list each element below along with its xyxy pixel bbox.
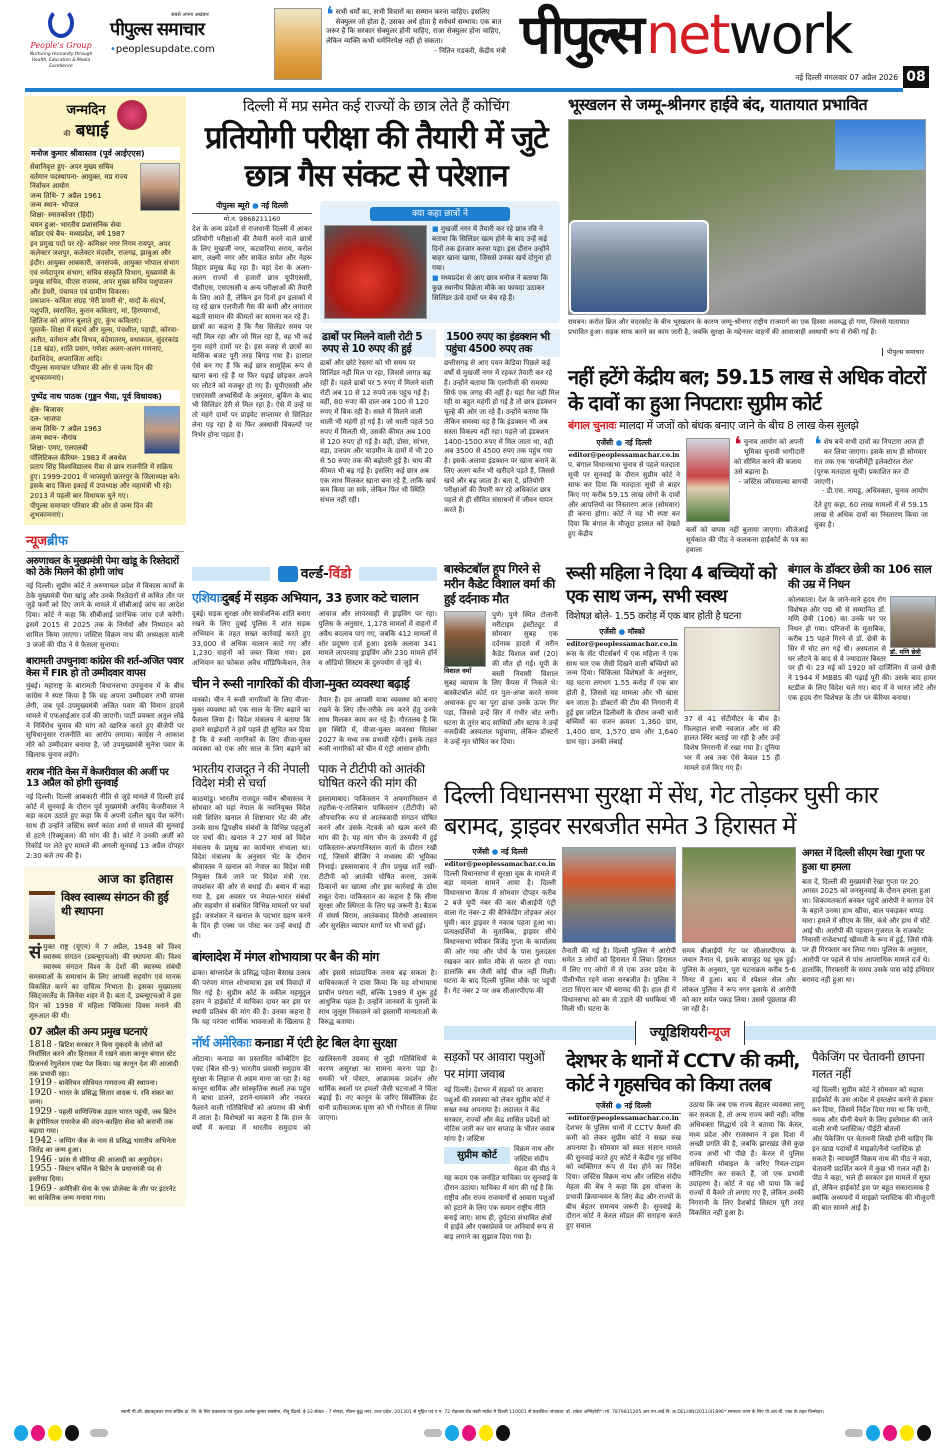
driver-photo [562,847,676,943]
history-event [29,1108,181,1137]
event-text: - भारत के प्रसिद्ध सितार वादक पं. रवि शंकर का जन्म। [29,1088,174,1107]
brief-item: बारामती उपचुनावः कांग्रेस की शर्त-अजित पवार केस में FIR हो तो उम्मीदवार वापस मुंबई। महाराष्ट्र के बारामती विधानसभा उपचुनाव में के बीच कांग्रेस ने स्पष्ट किया है कि वह अपना उम्मीदवार तभी वापस लेगी, जब पूर्व उपमुख्यमंत्री अजित पवार की विमान हादसे मामले में एफआईआर दर्ज की जाएगी। पार्टी प्रवक्ता अतुल लोंढे ने निर्विरोध चुनाव की मांग को खारिज करते हुए बीजेपी पर सुविधानुसार राजनीति का आरोप लगाया। कांग्रेस ने आकाश मोरे को उम्मीदवार बनाया है, जो उपमुख्यमंत्री सुनेत्रा पवार के खिलाफ चुनाव लड़ेंगे। [26,656,184,759]
court-tag: सुप्रीम कोर्ट [444,1147,510,1164]
event-text: - अमेरिकी सेना के एक प्रोजेक्ट के तौर पर इंटरनेट का सांकेतिक जन्म मनाया गया। [29,1184,176,1203]
news-brief: न्यूजब्रीफ अरुणाचल के मुख्यमंत्री पेमा खांडू के रिश्तेदारों को ठेके मिलने की होगी जांच नई दिल्ली। सुप्रीम कोर्ट ने अरुणाचल प्रदेश में विकास कार्यों के ठेके मुख्यमंत्री पेमा खांडू और उनके रिश्तेदारों से कथित तौर पर जुड़े फर्मों को दिए जाने के मामले में सीबीआई जांच का आदेश दिया। कोर्ट ने कहा कि सीबीआई प्रारंभिक जांच दर्ज करेगी। इसमें 2015 से 2025 तक के निर्णयों और निष्पादन को शामिल किया जाएगा। जस्टिस विक्रम नाथ की अध्यक्षता वाली 3 जजों की पीठ ने ये फैसला सुनाया। बारामती उपचुनावः कांग्रेस की शर्त-अजित पवार केस में FIR हो तो उम्मीदवार वापस मुंबई। महाराष्ट्र के बारामती विधानसभा उपचुनाव में के बीच कांग्रेस ने स्पष्ट किया है कि वह अपना उम्मीदवार तभी वापस लेगी, जब पूर्व उपमुख्यमंत्री अजित पवार की विमान हादसे मामले में एफआईआर दर्ज की जाएगी। पार्टी प्रवक्ता अतुल लोंढे ने निर्विरोध चुनाव की मांग को खारिज करते हुए बीजेपी पर सुविधानुसार राजनीति का आरोप लगाया। कांग्रेस ने आकाश मोरे को उम्मीदवार बनाया है, जो उपमुख्यमंत्री सुनेत्रा पवार के खिलाफ चुनाव लड़ेंगे। शराब नीति केस में केजरीवाल की अर्जी पर 13 अप्रैल को होगी सुनवाई नई दिल्ली। दिल्ली आबकारी नीति से जुड़े मामले में दिल्ली हाई कोर्ट में सुनवाई के दौरान पूर्व मुख्यमंत्री अरविंद केजरीवाल ने बड़ा कदम उठाते हुए कहा कि वे अपनी दलील खुद पेश करेंगे। साथ ही उन्होंने जस्टिस स्वर्ण कांता शर्मा से मामले की सुनवाई से हटने (रिक्यूजल) की मांग की है। कोर्ट ने उनकी अर्जी को रिकॉर्ड पर लेते हुए मामले की अगली सुनवाई 13 अप्रैल दोपहर 2:30 बजे तय की है। [24,531,186,862]
website-link[interactable]: •peoplesupdate.com [110,44,215,55]
sc-bengal-story: नहीं हटेंगे केंद्रीय बल; 59.15 लाख से अधिक वोटरों के दावों का हुआ निपटाराः सुप्रीम कोर्ट बंगाल चुनावः मालदा में जजों को बंधक बनाए जाने के बीच 8 लाख केस सुलझे एजेंसी ● नई दिल्ली editor@peoplessamachar.co.in प. बंगाल विधानसभा चुनाव से पहले मतदाता सूची पर सुनवाई के दौरान सुप्रीम कोर्ट ने साफ कर दिया कि मतदाता सूची से बाहर किए गए करीब 59.15 लाख लोगों के दावों और आपत्तियों का निस्तारण आज (सोमवार) ही करना होगा। कोर्ट ने यह भी स्पष्ट कर दिया कि बंगाल के मौजूदा हालात को देखते हुए केंद्रीय ❛ चुनाव आयोग को अपनी भूमिका चुनावी भागीदारी को सीमित करने की बजाय उसे बढ़ाना है। - जस्टिस जॉयमाल्या बागची बलों को वापस नहीं बुलाया जाएगा। सीजेआई सूर्यकांत की पीठ ने कलकत्ता हाईकोर्ट के पत्र का हवाला ❛ शेष बचे सभी दावों का निपटारा आज ही कर लिया जाएगा। इसके साथ ही सोमवार रात तक एक 'सप्लीमेंट्री इलेक्टोरल रोल' (पूरक मतदाता सूची) प्रकाशित कर दी जाएगी। - डी.एस. नायडू, अधिवक्ता, चुनाव आयोग देते हुए कहा, 60 लाख मामलों में से 59.15 लाख से अधिक दावों का निस्तारण किया जा चुका है। [568,365,928,554]
event-text: - विंस्टन चर्चिल ने ब्रिटेन के प्रधानमंत्री पद से इस्तीफा दिया। [29,1165,162,1184]
traffic-inset-photo [569,220,709,314]
hourglass-icon [29,891,55,939]
main-area [192,96,936,1243]
birthday-box: जन्मदिन की बधाई मनोज कुमार श्रीवास्तव (पूर्व आईएएस) सेवानिवृत्त हुए- अपर मुख्य सचिव वर्तमान पदस्थापना- आयुक्त, मप्र राज्य निर्वाचन आयोग जन्म तिथि- 7 अप्रैल 1961 जन्म स्थान- भोपाल शिक्षा- स्नातकोत्तर (हिंदी) चयन हुआ- भारतीय प्रशासनिक सेवा कॉडर एवं बैच- मध्यप्रदेश, वर्ष 1987 इन प्रमुख पदों पर रहे- कमिश्नर नगर निगम रायपुर, अपर कलेक्टर जशपुर, कलेक्टर मंदसौर, राजगढ़, झाबुआ और इंदौर। आयुक्त आबकारी, जनसंपर्क, आयुक्त भोपाल संभाग एवं नर्मदापुरम संभाग, सचिव संस्कृति विभाग, मुख्यमंत्री के प्रमुख सचिव, पीएस राजस्व, अपर मुख्य सचिव पशुपालन और डेयरी, पंचायत एवं ग्रामीण विकास। प्रकाशन- कविता संग्रह 'मेरी डायरी से', यादों के संदर्भ, पशुपति, स्वराजित, कुरान कविताएं, मां, हिरण्यगर्भा, क्षितिज को आंगन बुलाते हुए, कुंभ कविताएं। पुस्तकें- शिक्षा में संदर्भ और मूल्य, पंचशील, पहाड़ी, कोरवा- अतीत, वर्तमान और विभव, वंदेमातरम्, वधाकाल, सुंदरकांड (18 खंड), शांति प्रसंग, गणेशः अलग-अलग गणनाएं, देवाधिदेव, अपराजिता आदि। पीपुल्स समाचार परिवार की ओर से जन्म दिन की शुभकामनाएं। पुष्पेंद्र नाथ पाठक (गुड्डन भैया, पूर्व विधायक) क्षेत्र- बिजावर दल- भाजपा जन्म तिथि- 7 अप्रैल 1963 जन्म स्थान- नौगांव शिक्षा- एमए, एलएलबी पॉलिटिकल कॅरियर- 1983 में अवधेश प्रताप सिंह विश्वविद्यालय रीवा से छात्र राजनीति में सक्रिय हुए। 1999-2001 में भाजयुमो छतरपुर के जिलाध्यक्ष बने। इसके बाद जिला इकाई में उपाध्यक्ष और महामंत्री भी रहे। 2013 में पहली बार विधायक चुने गए। पीपुल्स समाचार परिवार की ओर से जन्म दिन की शुभकामनाएं। [24,96,186,525]
header-rule [25,88,903,92]
history-event [29,1041,181,1079]
paper-logo: सबसे अपना अखबार पीपुल्स समाचार •peoplesupdate.com [110,12,270,55]
flower-basket-icon [117,100,147,130]
delhi-assembly-story: दिल्ली विधानसभा सुरक्षा में सेंध, गेट तोड़कर घुसी कार बरामद, ड्राइवर सरबजीत समेत 3 हिरासत में एजेंसी ● नई दिल्ली editor@peoplessamachar.co.in दिल्ली विधानसभा में सुरक्षा चूक के मामले में बड़ा मामला सामने आया है। दिल्ली विधानसभा कैंपस में सोमवार दोपहर करीब 2 बजे यूपी नंबर की कार बीआईपी एंट्री वाला गेट नंबर-2 की बैरिकेडिंग तोड़कर अंदर घुसी। कार ड्राइवर ने नकाब पहना हुआ था। प्रत्यक्षदर्शियों के मुताबिक, ड्राइवर सीधे विधानसभा स्पीकर विजेंद्र गुप्ता के कार्यालय की ओर गया और पोर्च के पास गुलदस्ता रखकर कार समेत मौके से फरार हो गया। हालांकि बम जैसी कोई चीज नहीं मिली। घटना के बाद दिल्ली पुलिस मौके पर पहुंची है। गेट नंबर 2 पर अब सीआरपीएफ की तैनाती की गई है। दिल्ली पुलिस ने आरोपी समेत 3 लोगों को हिरासत में लिया। हिरासत में लिए गए लोगों में से एक उत्तर प्रदेश के पीलीभीत रहने वाला सरबजीत है। पुलिस ने टाटा सिएरा कार भी बरामद की है। हाल ही में विधानसभा को बम से उड़ाने की धमकियां भी मिली थीं। घटना के समय बीआईपी गेट पर सीआरपीएफ के जवान तैनात थे, इसके बावजूद यह चूक हुई। पुलिस के अनुसार, पूरा घटनाक्रम करीब 5-6 मिनट में हुआ। बाद में स्पेशल सेल और लोकल पुलिस ने रूप नगर इलाके से आरोपी को कार समेत पकड़ लिया। उससे पूछताछ की जा रही है। अगस्त में दिल्ली सीएम रेखा गुप्ता पर हुआ था हमला बता दें, दिल्ली की मुख्यमंत्री रेखा गुप्ता पर 20 अगस्त 2025 को जनसुनवाई के दौरान हमला हुआ था। शिकायतकर्ता बनकर पहुंचे आरोपी ने कागज देने के बहाने उनका हाथ खींचा, बाल पकड़कर थप्पड़ मारा। हमले में सीएम के सिर, कंधे और हाथ में चोटें आई थी। आरोपी की पहचान गुजरात के राजकोट निवासी राजेशभाई खीमजी के रूप में हुई, जिसे मौके पर ही गिरफ्तार कर लिया गया। पुलिस के अनुसार, आरोपी पर पहले से पांच आपराधिक मामले दर्ज थे। हालांकि, गिरफ्तारी के समय उसके पास कोई हथियार बरामद नहीं हुआ था। [444,780,935,1014]
lead-kicker: दिल्ली में मप्र समेत कई राज्यों के छात्र लेते हैं कोचिंग [242,97,510,115]
birthday-person-name: पुष्पेंद्र नाथ पाठक (गुड्डन भैया, पूर्व विधायक) [30,390,180,403]
gadkari-photo [274,8,322,80]
event-year: 1920 [29,1087,52,1098]
event-text: - जम्पिंग जैक के नाम से प्रसिद्ध भारतीय अभिनेता जितेंद्र का जन्म हुआ। [29,1136,176,1155]
supreme-court-photo [686,438,730,522]
vishal-verma-photo [444,611,486,667]
history-event [29,1165,181,1184]
cctv-story: देशभर के थानों में CCTV की कमी, कोर्ट ने गृहसचिव को किया तलब एजेंसी ● नई दिल्ली editor@peoplessamachar.co.in देशभर के पुलिस थानों में CCTV कैमरों की कमी को लेकर सुप्रीम कोर्ट ने सख्त रुख अपनाया है। सोमवार को स्वतः संज्ञान मामले की सुनवाई करते हुए कोर्ट ने केंद्रीय गृह सचिव को व्यक्तिगत रूप से पेश होने का निर्देश दिया। जस्टिस विक्रम नाथ और जस्टिस संदीप मेहता की बेंच ने कहा कि इस योजना के प्रभावी क्रियान्वयन के लिए केंद्र और राज्यों के बीच बेहतर समन्वय जरूरी है। सुनवाई के दौरान कोर्ट ने केरल मॉडल की सराहना करते हुए सवाल उठाया कि जब एक राज्य बेहतर व्यवस्था लागू कर सकता है, तो अन्य राज्य क्यों नहीं। वरिष्ठ अधिवक्ता सिद्धार्थ दवे ने बताया कि केरल, मध्य प्रदेश और राजस्थान ने इस दिशा में अच्छी प्रगति की है, जबकि झारखंड जैसे कुछ राज्य अभी भी पीछे हैं। केरल में पुलिस अधिकारी मोबाइल के जरिए रियल-टाइम मॉनिटरिंग कर सकते हैं, जो एक प्रभावी उदाहरण है। कोर्ट ने यह भी पाया कि कई राज्यों में कैमरे तो लगाए गए हैं, लेकिन उनकी निगरानी के लिए डैशबोर्ड सिस्टम पूरी तरह विकसित नहीं हुआ है। [566,1050,804,1231]
judiciary-news: ज्यूडिशियरीन्यूज सड़कों पर आवारा पशुओं पर मांगा जवाब नई दिल्ली। देशभर में सड़कों पर आवारा पशुओं की समस्या को लेकर सुप्रीम कोर्ट ने सख्त रुख अपनाया है। अदालत ने केंद्र सरकार, राज्यों और केंद्र शासित प्रदेशों को नोटिस जारी कर चार सप्ताह के भीतर जवाब मांगा है। जस्टिस सुप्रीम कोर्ट विक्रम नाथ और जस्टिस संदीप मेहता की पीठ ने यह कदम एक जनहित याचिका पर सुनवाई के दौरान उठाया। याचिका में मांग की गई है कि राष्ट्रीय और राज्य राजमार्गों से आवारा पशुओं को हटाने के लिए एक समान राष्ट्रीय नीति बनाई जाए। साथ ही, दुर्घटना संभावित क्षेत्रों में हाईवे और एक्सप्रेसवे पर अनिवार्य रूप से बाड़ लगाने का सुझाव दिया गया है। देशभर के थानों में CCTV की कमी, कोर्ट ने गृहसचिव को किया तलब एजेंसी ● नई दिल्ली editor@peoplessamachar.co.in देशभर के पुलिस थानों में CCTV कैमरों की कमी को लेकर सुप्रीम कोर्ट ने सख्त रुख अपनाया है। सोमवार को स्वतः संज्ञान मामले की सुनवाई करते हुए कोर्ट ने केंद्रीय गृह सचिव को व्यक्तिगत रूप से पेश होने का निर्देश दिया। जस्टिस विक्रम नाथ और जस्टिस संदीप मेहता की बेंच ने कहा कि इस योजना के प्रभावी क्रियान्वयन के लिए केंद्र और राज्यों के बीच बेहतर समन्वय जरूरी है। सुनवाई के दौरान कोर्ट ने केरल मॉडल की सराहना करते हुए सवाल उठाया कि जब एक राज्य बेहतर व्यवस्था लागू कर सकता है, तो अन्य राज्य क्यों नहीं। वरिष्ठ अधिवक्ता सिद्धार्थ दवे ने बताया कि केरल, मध्य प्रदेश और राजस्थान ने इस दिशा में अच्छी प्रगति की है, जबकि झारखंड जैसे कुछ राज्य अभी भी पीछे हैं। केरल में पुलिस अधिकारी मोबाइल के जरिए रियल-टाइम मॉनिटरिंग कर सकते हैं, जो एक प्रभावी उदाहरण है। कोर्ट ने यह भी पाया कि कई राज्यों में कैमरे तो लगाए गए हैं, लेकिन उनकी निगरानी के लिए डैशबोर्ड सिस्टम पूरी तरह विकसित नहीं हुआ है। पैकेजिंग पर चेतावनी छापना गलत नहीं नई दिल्ली। सुप्रीम कोर्ट ने सोमवार को मद्रास हाईकोर्ट के उस आदेश में हस्तक्षेप करने से इंकार कर दिया, जिसमें निर्देश दिया गया था कि पानी, नमक और चीनी बेचने के लिए इस्तेमाल की जाने वाली सभी प्लास्टिक/ पीईटी बोतलों और पैकेजिंग पर चेतावनी लिखी होनी चाहिए कि इन खाद्य पदार्थों में माइक्रो/नैनो प्लास्टिक हो सकते हैं। न्यायमूर्ति विक्रम नाथ की पीठ ने कहा, चेतावनी प्रदर्शित करने में कुछ भी गलत नहीं है। पीठ ने कहा, भले ही सरकार इस मामले में सुस्त हो, लेकिन हाईकोर्ट इस पर बहुत सकारात्मक है क्योंकि अध्ययनों में माइक्रो प्लास्टिक की मौजूदगी की बात सामने आई है। [444,1021,936,1243]
history-event [29,1089,181,1108]
history-events [29,1041,181,1204]
page-footer [0,1409,945,1440]
event-year: 1818 [29,1039,52,1050]
history-event [29,1137,181,1156]
registration-marks [14,1422,934,1440]
today-in-history: आज का इतिहास विश्व स्वास्थ्य संगठन की हुई थी स्थापना संयुक्त राष्ट्र (यूएन) ने 7 अप्रैल, 1948 को विश्व स्वास्थ्य संगठन (डब्ल्यूएचओ) की स्थापना की। विश्व स्वास्थ्य संगठन विश्व के देशों की स्वास्थ्य संबंधी समस्याओं के समाधान के लिए आपसी सहयोग एवं मानक विकसित करने का दायित्व निभाता है। इसका मुख्यालय स्विट्जरलैंड के जिनेवा शहर में है। बता दें, डब्ल्यूएचओ ने इस दिन को 1998 में महिला चिकित्सा दिवस मनाने की शुरुआत की थी। 07 अप्रैल की अन्य प्रमुख घटनाएं 1818 - ब्रिटिश सरकार ने बिना मुकदमे के लोगों को निर्वासित करने और हिरासत में रखने वाला कानून बंगाल स्टेट प्रिजनर्स रेगुलेशन एक्ट पेश किया। यह कानून देश की आजादी तक प्रभावी रहा। 1919 - बावेरियन सोवियत गणराज्य की स्थापना। 1920 - भारत के प्रसिद्ध सितार वादक पं. रवि शंकर का जन्म। 1929 - पहली वाणिज्यिक उड़ान भारत पहुंची, जब ब्रिटेन के इंपीरियल एयरवेज की लंदन-काहिरा सेवा को कराची तक बढ़ाया गया। 1942 - जम्पिंग जैक के नाम से प्रसिद्ध भारतीय अभिनेता जितेंद्र का जन्म हुआ। 1946 - फ्रांस से सीरिया की आजादी का अनुमोदन। 1955 - विंस्टन चर्चिल ने ब्रिटेन के प्रधानमंत्री पद से इस्तीफा दिया। 1969 - अमेरिकी सेना के एक प्रोजेक्ट के तौर पर इंटरनेट का सांकेतिक जन्म मनाया गया। [24,867,186,1207]
history-event [29,1185,181,1204]
doctors-with-mother-photo [684,627,780,711]
cm-attack-sidebar: अगस्त में दिल्ली सीएम रेखा गुप्ता पर हुआ था हमला बता दें, दिल्ली की मुख्यमंत्री रेखा गुप्ता पर 20 अगस्त 2025 को जनसुनवाई के दौरान हमला हुआ था। शिकायतकर्ता बनकर पहुंचे आरोपी ने कागज देने के बहाने उनका हाथ खींचा, बाल पकड़कर थप्पड़ मारा। हमले में सीएम के सिर, कंधे और हाथ में चोटें आई थी। आरोपी की पहचान गुजरात के राजकोट निवासी राजेशभाई खीमजी के रूप में हुई, जिसे मौके पर ही गिरफ्तार कर लिया गया। पुलिस के अनुसार, आरोपी पर पहले से पांच आपराधिक मामले दर्ज थे। हालांकि, गिरफ्तारी के समय उसके पास कोई हथियार बरामद नहीं हुआ था। [802,847,935,984]
event-year: 1955 [29,1164,52,1175]
quote-mark-icon: ❛ [734,433,742,459]
person-photo [140,163,180,211]
event-text: - फ्रांस से सीरिया की आजादी का अनुमोदन। [51,1155,163,1164]
imprint-line: स्वामी पी.जी. इंफ्रास्ट्रक्चर एण्ड सर्विस प्रा. लि. के लिए प्रकाशक एवं मुद्रक अशोक कुमार सक्सेना, नीतू प्रिंटर्स, ई-33 सेक्टर - 7 नोएडा, गौतम बुद्ध नगर, उत्तर प्रदेश, 201301 से मुद्रित एवं ए.न. 72 रोहतास रोड नंबरी मार्केट में दिल्ली 110001 से प्रकाशित। संपादक: डॉ. राकेश अग्निहोत्री*। मो. 7879831205 आर.एन.आई.नि. क्र.DELHIN/2011/41896* समाचार चयन के लिए पी.आर.बी. एक्ट के तहत जिम्मेदार। [120,1410,825,1415]
left-column [24,96,186,1207]
students-box: क्या कहा छात्रों ने ■ मुखर्जी नगर में तैयारी कर रहे छात्र रवि ने बताया कि सिलिंडर खत्म होने के बाद उन्हें कई दिनों तक इंतजार करना पड़ा। इस दौरान उन्होंने बाहर खाना खाया, जिससे उनका खर्च दोगुना हो गया। ■ मध्यप्रदेश से आए छात्र मनोज ने बताया कि कुछ स्थानीय विक्रेता मौके का फायदा उठाकर सिलिंडर ऊंचे दामों पर बेच रहे हैं। [320,201,560,323]
event-year: 1969 [29,1183,52,1194]
event-year: 1919 [29,1078,52,1089]
masthead [0,0,945,92]
broken-gate-photo [682,847,796,943]
group-logo-icon [48,8,74,38]
event-text: - ब्रिटिश सरकार ने बिना मुकदमे के लोगों को निर्वासित करने और हिरासत में रखने वाला कानून बंगाल स्टेट प्रिजनर्स रेगुलेशन एक्ट पेश किया। यह कानून देश की आजादी तक प्रभावी रहा। [29,1040,179,1078]
landslide-photo [568,119,926,315]
gas-cylinders-photo [324,225,427,319]
roti-price-story: ढाबों पर मिलने वाली रोटी 5 रुपए से 10 रुपए की हुई ढाबों और छोटे रेस्तरां को भी समय पर सिलिंडर नहीं मिल पा रहा, जिससे लागत बढ़ रही है। पहले ढाबों पर 5 रुपए में मिलने वाली रोटी अब 10 से 12 रुपये तक पहुंच गई है। वहीं, 80 रुपए की दाल अब 100 से 120 रुपए में बिक रही है। सस्ते में मिलने वाली थाली भी महंगी हो गई है। जो थाली पहले 50 रुपए में मिलती थी, उसकी कीमत अब 100 से 120 रुपए हो गई है। वहीं, डोसा, सांभर, वड़ा, उत्तपम और चाउमीन के दामों में भी 20 से 50 रुपए तक की बढ़ोतरी हुई है। चाय की कीमत भी बढ़ गई है। इसलिए कई छात्र अब एक साथ मिलकर खाना बना रहे हैं, ताकि खर्च कम किया जा सके, लेकिन फिर भी स्थिति संभल नहीं रही। [320,331,436,505]
lead-headline: प्रतियोगी परीक्षा की तैयारी में जुटे छात्र गैस संकट से परेशान [204,120,548,194]
event-text: - पहली वाणिज्यिक उड़ान भारत पहुंची, जब ब्रिटेन के इंपीरियल एयरवेज की लंदन-काहिरा सेवा को कराची तक बढ़ाया गया। [29,1107,177,1136]
russia-quadruplets-story: रूसी महिला ने दिया 4 बच्चियों को एक साथ जन्म, सभी स्वस्थ विशेषज्ञ बोले- 1.55 करोड़ में एक बार होती है घटना एजेंसी ● मॉस्को editor@peoplessamachar.co.in रूस के सेंट पीटर्सबर्ग में एक महिला ने एक साथ चार एक जैसी दिखने वाली बच्चियों को जन्म दिया। चिकित्सा विशेषज्ञों के अनुसार, यह घटना लगभग 1.55 करोड़ में एक बार होती है, जिससे यह मामला और भी खास बन जाता है। डॉक्टरों की टीम की निगरानी में हुई इस जटिल डिलीवरी के दौरान जन्मी चारों बच्चियों का वजन क्रमशः 1,360 ग्राम, 1,400 ग्राम, 1,570 ग्राम और 1,640 ग्राम रहा। उनकी लंबाई 37 से 41 सेंटीमीटर के बीच है। फिलहाल सभी नवजात और मां की हालत स्थिर बताई जा रही है और उन्हें विशेष निगरानी में रखा गया है। दुनिया भर में अब तक ऐसे केवल 15 ही मामले दर्ज किए गए हैं। [566,562,780,772]
stray-animals-story: सड़कों पर आवारा पशुओं पर मांगा जवाब नई दिल्ली। देशभर में सड़कों पर आवारा पशुओं की समस्या को लेकर सुप्रीम कोर्ट ने सख्त रुख अपनाया है। अदालत ने केंद्र सरकार, राज्यों और केंद्र शासित प्रदेशों को नोटिस जारी कर चार सप्ताह के भीतर जवाब मांगा है। जस्टिस सुप्रीम कोर्ट विक्रम नाथ और जस्टिस संदीप मेहता की पीठ ने यह कदम एक जनहित याचिका पर सुनवाई के दौरान उठाया। याचिका में मांग की गई है कि राष्ट्रीय और राज्य राजमार्गों से आवारा पशुओं को हटाने के लिए एक समान राष्ट्रीय नीति बनाई जाए। साथ ही, दुर्घटना संभावित क्षेत्रों में हाईवे और एक्सप्रेसवे पर अनिवार्य रूप से बाड़ लगाने का सुझाव दिया गया है। [444,1050,558,1242]
birthday-title: जन्मदिन की बधाई [30,100,180,141]
network-brand: पीपुल्स network [520,3,852,66]
event-year: 1929 [29,1106,52,1117]
globe-window-icon [278,566,298,582]
doctor-obituary: बंगाल के डॉक्टर छेत्री का 106 साल की उम्र में निधन डॉ. मणि छेत्री कोलकाता। देश के जाने-माने हृदय रोग विशेषज्ञ और पद्म श्री से सम्मानित डॉ. मणि छेत्री (106) का उनके घर पर निधन हो गया। परिजनों के मुताबिक, करीब 15 पहले गिरने से डॉ. छेत्री के सिर में चोट लग गई थी। अस्पताल से घर लौटने के बाद से वे ज्यादातर बिस्तर पर ही थे। 23 मई को 1920 को दार्जिलिंग में जन्मे छेत्री ने 1944 में MBBS की पढ़ाई पूरी की। उसके बाद हायर स्टडीज के लिए विदेश चले गए। बाद में वे भारत लौटे और एक हृदय रोग विशेषज्ञ के तौर पर कॅरियर बनाया। [788,561,936,702]
landslide-story: भूस्खलन से जम्मू-श्रीनगर हाईवे बंद, यातायात प्रभावित रामबन। करोल ब्रिज और चंदरकोट के बीच भूस्खलन के कारण जम्मू-श्रीनगर राष्ट्रीय राजमार्ग का एक हिस्सा अवरुद्ध हो गया, जिससे यातायात प्रभावित हुआ। सड़क साफ करने का काम जारी है, जबकि सुरक्षा के मद्देनजर वाहनों की आवाजाही अस्थायी रूप से रोकी गई है। पीपुल्स समाचार [568,95,924,357]
peoples-group-logo: People's Group Nurturing Humanity through Health, Education & Media Excellence [22,8,100,70]
page-number: 08 [903,66,929,88]
person-photo [144,406,180,454]
world-window: वर्ल्ड-विंडो एशियाःदुबई में सड़क अभियान, 33 हजार कटे चालान दुबई। सड़क सुरक्षा और सार्वजनिक शांति बनाए रखने के लिए दुबई पुलिस ने शांत सड़क अभियान के तहत सख्त कार्रवाई करते हुए 33,000 से अधिक चालान काटे गए और 1,230 वाहनों को जब्त किया गया। इस अभियान का फोकस अवैध मॉडिफिकेशन, तेज आवाज और लापरवाही से ड्राइविंग पर रहा। पुलिस के अनुसार, 1,178 मामलों में वाहनों में अवैध बदलाव पाए गए, जबकि 412 मामलों में शोर प्रदूषण दर्ज हुआ। इसके अलावा 341 मामले लापरवाह ड्राइविंग और 230 मामले हॉर्न व ऑडियो सिस्टम के दुरुपयोग से जुड़े थे। चीन ने रूसी नागरिकों की वीजा-मुक्त व्यवस्था बढ़ाई मास्को। चीन ने रूसी नागरिकों के लिए वीजा-मुक्त व्यवस्था को एक साल के लिए बढ़ाने का फैसला लिया है। विदेश मंत्रालय ने बताया कि हमारे साझेदारों ने हमें पहले ही सूचित कर दिया है कि वे रूसी नागरिकों के लिए वीजा-मुक्त व्यवस्था को एक और साल के लिए बढ़ाने को तैयार हैं। हम आपसी यात्रा व्यवस्था को बनाए रखने के लिए तौर-तरीके तय करने हेतु उनके साथ मिलकर काम कर रहे हैं। गौरतलब है कि इस स्थिति में, वीजा-मुक्त व्यवस्था सितंबर 2027 के मध्य तक प्रभावी रहेगी। इसके तहत रूसी नागरिकों को चीन में एंट्री आसान होगी। भारतीय राजदूत ने की नेपाली विदेश मंत्री से चर्चा काठमांडू। भारतीय राजदूत नवीन श्रीवास्तव ने सोमवार को यहां नेपाल के नवनियुक्त विदेश मंत्री शिशिर खनाल से शिष्टाचार भेंट की और उनके साथ द्विपक्षीय संबंधों के विभिन्न पहलुओं पर चर्चा की। खनाल ने 27 मार्च को विदेश मंत्रालय के प्रमुख का कार्यभार संभाला था। विदेश मंत्रालय के अनुसार भेंट के दौरान श्रीवास्तव ने खनाल को नेपाल का विदेश मंत्री नियुक्त किये जाने पर विदेश मंत्री एस. जयशंकर की ओर से बधाई दी। बयान में कहा गया है, इस अवसर पर नेपाल-भारत संबंधों और सहयोग से संबंधित विभिन्न मामलों पर चर्चा हुई। जयशंकर ने खनाल के पदभार ग्रहण करने के दिन ही एक्स पर पोस्ट कर उन्हें बधाई दी थी। पाक ने टीटीपी को आतंकी घोषित करने की मांग की इस्लामाबाद। पाकिस्तान ने अफगानिस्तान से तहरीक-ए-तालिबान पाकिस्तान (टीटीपी) को औपचारिक रूप से आतंकवादी संगठन घोषित करने और उसके नेटवर्क को खत्म करने की मांग की है। यह मांग चीन के उरुमकी में हुई पाकिस्तान-अफगानिस्तान वार्ता के दौरान रखी गई, जिसमें बीजिंग ने मध्यस्थ की भूमिका निभाई। इस्लामाबाद ने तीन प्रमुख शर्तें रखीं-टीटीपी को आतंकी घोषित करना, उसके ठिकानों का खात्मा और इस कार्रवाई के ठोस सबूत देना। पाकिस्तान का कहना है कि सीमा सुरक्षा और स्थिरता के लिए यह जरूरी है। बैठक में संघर्ष विराम, आतंकवाद विरोधी आश्वासन और सुरक्षित व्यापार मार्गों पर भी चर्चा हुई। बांग्लादेश में मंगल शोभायात्रा पर बैन की मांग ढाका। बांग्लादेश के प्रसिद्ध पहेला बैसाख उत्सव की परंपरा मंगल शोभायात्रा इस वर्ष विवादों में घिर गई है। सुप्रीम कोर्ट के वकील महमूदुल हसन ने हाईकोर्ट में याचिका दायर कर इस पर स्थायी प्रतिबंध की मांग की है। उनका कहना है कि यह परंपरा धार्मिक भावनाओं के खिलाफ है और इससे सांप्रदायिक तनाव बढ़ सकता है। याचिकाकर्ता ने दावा किया कि यह शोभायात्रा प्राचीन परंपरा नहीं, बल्कि 1989 में शुरू हुई आधुनिक पहल है। उन्होंने जानवरों के पुतलों के साथ जुलूस निकालने को इस्लामी मान्यताओं के विरुद्ध बताया। नॉर्थ अमेरिकाः कनाडा में एंटी हेट बिल देगा सुरक्षा ओटावा। कनाडा का प्रस्तावित कॉम्बैटिंग हेट एक्ट (बिल सी-9) भारतीय प्रवासी समुदाय की सुरक्षा के लिहाज से अहम माना जा रहा है। यह कानून धार्मिक और सांस्कृतिक स्थलों तक पहुंच में बाधा डालने, डराने-धमकाने और नफरत फैलाने वाली गतिविधियों को अपराध की श्रेणी में लाता है। विशेषज्ञों का कहना है कि हाल के वर्षों में कनाडा में भारतीय समुदाय को खालिस्तानी उग्रवाद से जुड़ी गतिविधियों के कारण असुरक्षा का सामना करना पड़ा है। धमकी भरे पोस्टर, आक्रामक प्रदर्शन और धार्मिक स्थलों पर हमलों जैसी घटनाओं ने चिंता बढ़ाई है। नए कानून के जरिए सिंबॉलिक हेट यानी प्रतीकात्मक घृणा को भी गंभीरता से लिया जाएगा। [192,562,437,1134]
quote-mark-icon: ❛ [326,3,334,28]
quote-mark-icon: ❛ [814,433,822,459]
dateline: नई दिल्ली मंगलवार 07 अप्रैल 2026 [795,73,898,82]
birthday-person-name: मनोज कुमार श्रीवास्तव (पूर्व आईएएस) [30,147,180,160]
packaging-warning-story: पैकेजिंग पर चेतावनी छापना गलत नहीं नई दिल्ली। सुप्रीम कोर्ट ने सोमवार को मद्रास हाईकोर्ट के उस आदेश में हस्तक्षेप करने से इंकार कर दिया, जिसमें निर्देश दिया गया था कि पानी, नमक और चीनी बेचने के लिए इस्तेमाल की जाने वाली सभी प्लास्टिक/ पीईटी बोतलों और पैकेजिंग पर चेतावनी लिखी होनी चाहिए कि इन खाद्य पदार्थों में माइक्रो/नैनो प्लास्टिक हो सकते हैं। न्यायमूर्ति विक्रम नाथ की पीठ ने कहा, चेतावनी प्रदर्शित करने में कुछ भी गलत नहीं है। पीठ ने कहा, भले ही सरकार इस मामले में सुस्त हो, लेकिन हाईकोर्ट इस पर बहुत सकारात्मक है क्योंकि अध्ययनों में माइक्रो प्लास्टिक की मौजूदगी की बात सामने आई है। [812,1050,935,1212]
induction-price-story: 1500 रुपए का इंडक्शन भी पहुंचा 4500 रुपए तक छत्तीसगढ़ से आए पवन केडिया पिछले कई वर्षों से मुखर्जी नगर में रहकर तैयारी कर रहे हैं। उन्होंने बताया कि एलपीजी की समस्या सिर्फ एक जगह की नहीं है। यहां गैस नहीं मिल रही या बहुत महंगी हो गई है तो छात्र इंडक्शन चूल्हे की ओर जा रहे हैं। उन्होंने बताया कि लेकिन समस्या यह है कि इंडक्शन भी अब सस्ता विकल्प नहीं रहा। पहले जो इंडक्शन 1400-1500 रुपए में मिल जाता था, वही अब 3500 से 4500 रुपए तक पहुंच गया है। इसके अलावा इंडक्शन पर खाना बनाने के लिए अलग बर्तन भी खरीदने पड़ते हैं, जिससे खर्च और बढ़ जाता है। बता दें, प्रतियोगी परीक्षाओं की तैयारी कर रहे अधिकांश छात्र पहले से ही सीमित संसाधनों में जीवन यापन करते हैं। [444,331,560,515]
quote-of-day: ❛ सभी धर्मों का, सभी विचारों का सम्मान करना चाहिए। इसलिए सेक्युलर जो होता है, उसका अर्थ होता है सर्वधर्म सम्भाव। एक बात जरूर है कि सरकार सेक्युलर होनी चाहिए, राजा सेक्युलर होना चाहिए, लेकिन व्यक्ति कभी धर्मनिरपेक्ष नहीं हो सकता। - नितिन गडकरी, केंद्रीय मंत्री [326,3,506,55]
dr-mani-chhetri-photo [890,596,936,648]
basketball-story: बास्केटबॉल हूप गिरने से मरीन कैडेट विशाल वर्मा की हुई दर्दनाक मौत विशाल वर्मा पुणे। पुणे स्थित टोलानी मरीटाइम इंस्टीट्यूट में सोमवार सुबह एक दर्दनाक हादसे में मरीन कैडेट विशाल वर्मा (20) की मौत हो गई। यूपी के बस्ती निवासी विशाल सुबह व्यायाम के लिए कैंपस में निकले थे। बास्केटबॉल कोर्ट पर पुल-अप्स करते समय अचानक हूप का पूरा ढांचा उनके ऊपर गिर पड़ा, जिससे उन्हें सिर में गंभीर चोट लगी। घटना के तुरंत बाद साथियों और स्टाफ ने उन्हें नजदीकी अस्पताल पहुंचाया, लेकिन डॉक्टरों ने उन्हें मृत घोषित कर दिया। [444,561,558,747]
event-text: - बावेरियन सोवियत गणराज्य की स्थापना। [51,1079,158,1088]
event-year: 1942 [29,1135,52,1146]
event-year: 1946 [29,1154,52,1165]
brief-item: अरुणाचल के मुख्यमंत्री पेमा खांडू के रिश्तेदारों को ठेके मिलने की होगी जांच नई दिल्ली। सुप्रीम कोर्ट ने अरुणाचल प्रदेश में विकास कार्यों के ठेके मुख्यमंत्री पेमा खांडू और उनके रिश्तेदारों से कथित तौर पर जुड़े फर्मों को दिए जाने के मामले में सीबीआई जांच का आदेश दिया। कोर्ट ने कहा कि सीबीआई प्रारंभिक जांच दर्ज करेगी। इसमें 2015 से 2025 तक के निर्णयों और निष्पादन को शामिल किया जाएगा। जस्टिस विक्रम नाथ की अध्यक्षता वाली 3 जजों की पीठ ने ये फैसला सुनाया। [26,555,184,649]
lead-story: दिल्ली में मप्र समेत कई राज्यों के छात्र लेते हैं कोचिंग प्रतियोगी परीक्षा की तैयारी में जुटे छात्र गैस संकट से परेशान पीपुल्स ब्यूरो ● नई दिल्ली मो.नं. 9868211160 देश के अन्य प्रदेशों से राजधानी दिल्ली में आकर प्रतियोगी परीक्षाओं की तैयारी करने वाले छात्रों के लिए मुखर्जी नगर, कटवारिया सराय, करोल बाग, लक्ष्मी नगर और साकेत समेत और नेहरू विहार प्रमुख केंद्र रहा है। यहां देश के अलग-अलग राज्यों से हजारों छात्र यूपीएससी, पीसीएस, एसएससी व अन्य परीक्षाओं की तैयारी के लिए आते हैं, लेकिन इन दिनों इन इलाकों में रह रहे छात्र एलपीजी गैस की कमी और लगातार बढ़ती सामान की कीमतों का सामना कर रहे हैं। छात्रों का कहना है कि गैस सिलेंडर समय पर नहीं मिल रहा और जो मिल रहा है, वह भी कई गुना महंगे दामों पर है। इस वजह से छात्रों का मासिक बजट पूरी तरह बिगड़ गया है। हालात ऐसे बन गए हैं कि कई छात्र सामूहिक रूप से खाना बना रहे हैं या फिर पढ़ाई छोड़कर अपने घर लौटने को मजबूर हो गए हैं। यूपीएससी और एसएससी अभ्यर्थियों के अनुसार, बुकिंग के बाद भी सिलिंडर देरी से मिल रहा है। ऐसे में उन्हें या तो महंगे दामों पर प्राइवेट सप्लायर से सिलिंडर लेना पड़ रहा है या फिर अस्थायी विकल्पों पर निर्भर होना पड़ता है। क्या कहा छात्रों ने ■ मुखर्जी नगर में तैयारी कर रहे छात्र रवि ने बताया कि सिलिंडर खत्म होने के बाद उन्हें कई दिनों तक इंतजार करना पड़ा। इस दौरान उन्होंने बाहर खाना खाया, जिससे उनका खर्च दोगुना हो गया। ■ मध्यप्रदेश से आए छात्र मनोज ने बताया कि कुछ स्थानीय विक्रेता मौके का फायदा उठाकर सिलिंडर ऊंचे दामों पर बेच रहे हैं। ढाबों पर मिलने वाली रोटी 5 रुपए से 10 रुपए की हुई ढाबों और छोटे रेस्तरां को भी समय पर सिलिंडर नहीं मिल पा रहा, जिससे लागत बढ़ रही है। पहले ढाबों पर 5 रुपए में मिलने वाली रोटी अब 10 से 12 रुपये तक पहुंच गई है। वहीं, 80 रुपए की दाल अब 100 से 120 रुपए में बिक रही है। सस्ते में मिलने वाली थाली भी महंगी हो गई है। जो थाली पहले 50 रुपए में मिलती थी, उसकी कीमत अब 100 से 120 रुपए हो गई है। वहीं, डोसा, सांभर, वड़ा, उत्तपम और चाउमीन के दामों में भी 20 से 50 रुपए तक की बढ़ोतरी हुई है। चाय की कीमत भी बढ़ गई है। इसलिए कई छात्र अब एक साथ मिलकर खाना बना रहे हैं, ताकि खर्च कम किया जा सके, लेकिन फिर भी स्थिति संभल नहीं रही। 1500 रुपए का इंडक्शन भी पहुंचा 4500 रुपए तक छत्तीसगढ़ से आए पवन केडिया पिछले कई वर्षों से मुखर्जी नगर में रहकर तैयारी कर रहे हैं। उन्होंने बताया कि एलपीजी की समस्या सिर्फ एक जगह की नहीं है। यहां गैस नहीं मिल रही या बहुत महंगी हो गई है तो छात्र इंडक्शन चूल्हे की ओर जा रहे हैं। उन्होंने बताया कि लेकिन समस्या यह है कि इंडक्शन भी अब सस्ता विकल्प नहीं रहा। पहले जो इंडक्शन 1400-1500 रुपए में मिल जाता था, वही अब 3500 से 4500 रुपए तक पहुंच गया है। इसके अलावा इंडक्शन पर खाना बनाने के लिए अलग बर्तन भी खरीदने पड़ते हैं, जिससे खर्च और बढ़ जाता है। बता दें, प्रतियोगी परीक्षाओं की तैयारी कर रहे अधिकांश छात्र पहले से ही सीमित संसाधनों में जीवन यापन करते हैं। [192,97,560,515]
brief-item: शराब नीति केस में केजरीवाल की अर्जी पर 13 अप्रैल को होगी सुनवाई नई दिल्ली। दिल्ली आबकारी नीति से जुड़े मामले में दिल्ली हाई कोर्ट में सुनवाई के दौरान पूर्व मुख्यमंत्री अरविंद केजरीवाल ने बड़ा कदम उठाते हुए कहा कि वे अपनी दलील खुद पेश करेंगे। साथ ही उन्होंने जस्टिस स्वर्ण कांता शर्मा से मामले की सुनवाई से हटने (रिक्यूजल) की मांग की है। कोर्ट ने उनकी अर्जी को रिकॉर्ड पर लेते हुए मामले की अगली सुनवाई 13 अप्रैल दोपहर 2:30 बजे तय की है। [26,766,184,860]
